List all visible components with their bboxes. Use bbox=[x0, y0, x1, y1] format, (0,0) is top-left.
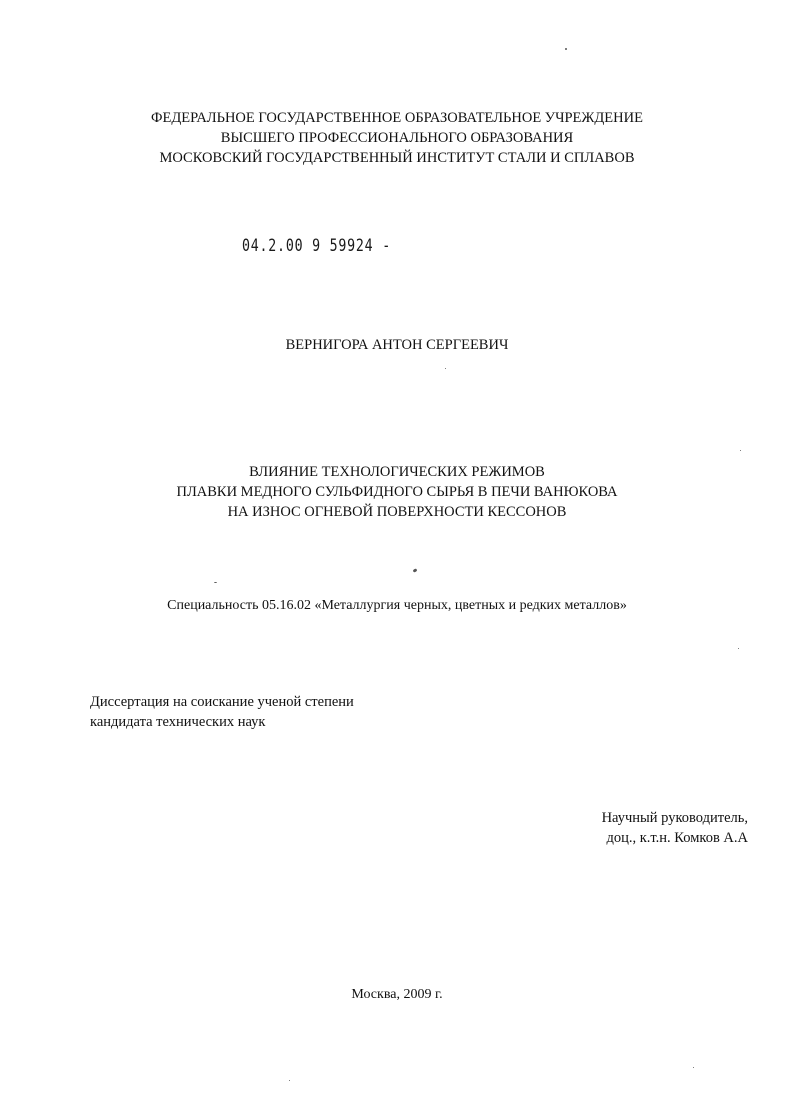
degree-statement bbox=[90, 692, 354, 732]
scan-speck bbox=[289, 1080, 290, 1081]
scan-speck bbox=[738, 648, 739, 649]
supervisor-line-2: доц., к.т.н. Комков А.А bbox=[606, 830, 748, 846]
institution-line-3: МОСКОВСКИЙ ГОСУДАРСТВЕННЫЙ ИНСТИТУТ СТАЛИ И СПЛАВОВ bbox=[159, 150, 635, 166]
degree-line-1: Диссертация на соискание ученой степени bbox=[90, 694, 354, 710]
speciality: Специальность 05.16.02 «Металлургия черных, цветных и редких металлов» bbox=[167, 598, 627, 613]
dissertation-title bbox=[0, 462, 794, 522]
city-year: Москва, 2009 г. bbox=[351, 987, 443, 1002]
title-line-1: ВЛИЯНИЕ ТЕХНОЛОГИЧЕСКИХ РЕЖИМОВ bbox=[249, 464, 545, 480]
institution-header bbox=[0, 108, 794, 168]
scan-speck bbox=[565, 48, 567, 50]
title-line-2: ПЛАВКИ МЕДНОГО СУЛЬФИДНОГО СЫРЬЯ В ПЕЧИ ВАНЮКОВА bbox=[176, 484, 618, 500]
scan-speck bbox=[693, 1067, 694, 1068]
supervisor-line-1: Научный руководитель, bbox=[601, 810, 748, 826]
scan-speck bbox=[740, 450, 741, 451]
institution-line-2: ВЫСШЕГО ПРОФЕССИОНАЛЬНОГО ОБРАЗОВАНИЯ bbox=[220, 130, 574, 146]
supervisor bbox=[602, 808, 748, 848]
scan-speck bbox=[214, 582, 217, 583]
title-line-3: НА ИЗНОС ОГНЕВОЙ ПОВЕРХНОСТИ КЕССОНОВ bbox=[227, 504, 567, 520]
registration-number: 04.2.00 9 59924 - bbox=[242, 236, 391, 256]
author-name: ВЕРНИГОРА АНТОН СЕРГЕЕВИЧ bbox=[285, 337, 509, 353]
scan-speck bbox=[445, 368, 446, 369]
institution-line-1: ФЕДЕРАЛЬНОЕ ГОСУДАРСТВЕННОЕ ОБРАЗОВАТЕЛЬНОЕ УЧРЕЖДЕНИЕ bbox=[151, 110, 643, 126]
degree-line-2: кандидата технических наук bbox=[90, 714, 266, 730]
scan-speck bbox=[413, 568, 418, 573]
